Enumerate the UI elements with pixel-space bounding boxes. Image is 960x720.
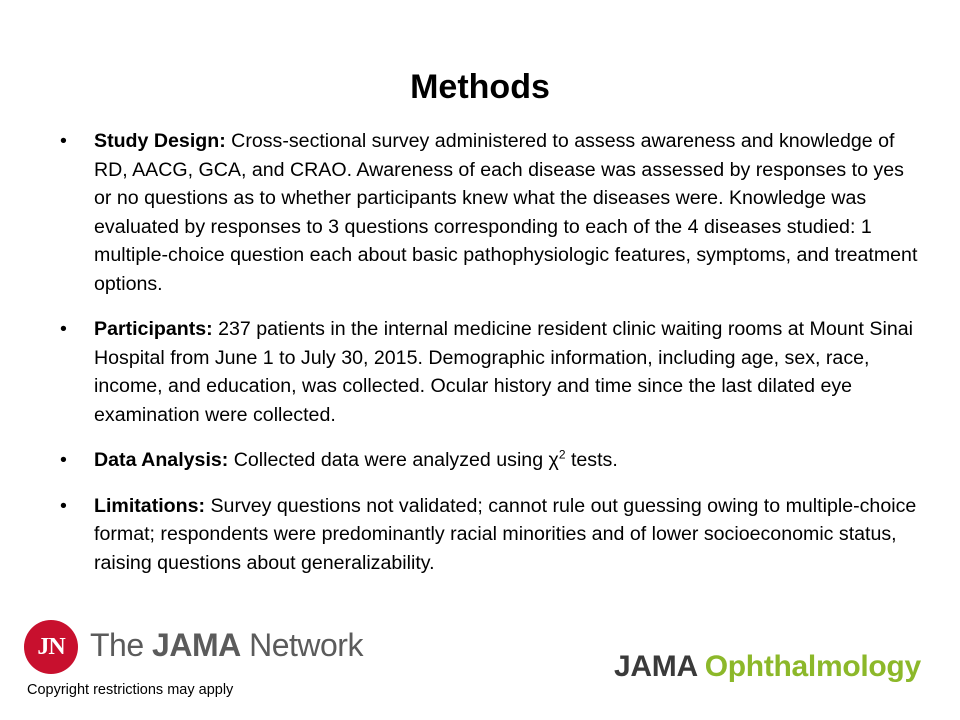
bullet-data-analysis xyxy=(56,446,926,475)
jama-ophthalmology-logo xyxy=(614,650,921,684)
bullet-label: Data Analysis: xyxy=(94,449,229,471)
bullet-label: Participants: xyxy=(94,318,213,340)
wordmark-prefix: The xyxy=(90,627,153,663)
chi-square-superscript: 2 xyxy=(558,447,566,462)
bullet-study-design xyxy=(56,127,926,298)
wordmark-suffix: Network xyxy=(240,627,363,663)
bullet-text-end: tests. xyxy=(565,449,618,471)
bullet-participants xyxy=(56,315,926,429)
bullet-dot-icon: • xyxy=(60,449,67,471)
methods-list xyxy=(56,127,926,594)
slide-title: Methods xyxy=(410,68,550,106)
copyright-notice: Copyright restrictions may apply xyxy=(27,682,234,698)
bullet-label: Study Design: xyxy=(94,130,226,152)
bullet-text: Cross-sectional survey administered to assess awareness and knowledge of RD, AACG, GCA, and CRAO. Awareness of each disease was assessed by responses to yes or no questions as to whether participants knew what the diseases were. Knowledge was evaluated by responses to 3 questions corresponding to each of the 4 diseases studied: 1 multiple-choice question each about basic pathophysiologic features, symptoms, and treatment options. xyxy=(94,130,918,295)
journal-logo-ophthalmology: Ophthalmology xyxy=(704,650,921,683)
jama-network-logo xyxy=(24,620,363,676)
bullet-dot-icon: • xyxy=(60,130,67,152)
bullet-dot-icon: • xyxy=(60,494,67,517)
bullet-limitations xyxy=(56,492,926,578)
journal-logo-jama: JAMA xyxy=(614,650,705,683)
bullet-dot-icon: • xyxy=(60,318,67,340)
bullet-text: Collected data were analyzed using χ xyxy=(228,449,559,471)
jn-badge-icon: JN xyxy=(24,620,78,674)
bullet-text: Survey questions not validated; cannot rule out guessing owing to multiple-choice format; respondents were predominantly racial minorities and of lower socioeconomic status, raising questions about generalizability. xyxy=(94,494,917,574)
wordmark-bold: JAMA xyxy=(152,627,241,663)
bullet-text: 237 patients in the internal medicine resident clinic waiting rooms at Mount Sinai Hospital from June 1 to July 30, 2015. Demographic information, including age, sex, race, income, and education, was collected. Ocular history and time since the last dilated eye examination were collected. xyxy=(94,318,913,426)
bullet-label: Limitations: xyxy=(94,494,206,517)
jama-network-wordmark xyxy=(90,627,363,664)
